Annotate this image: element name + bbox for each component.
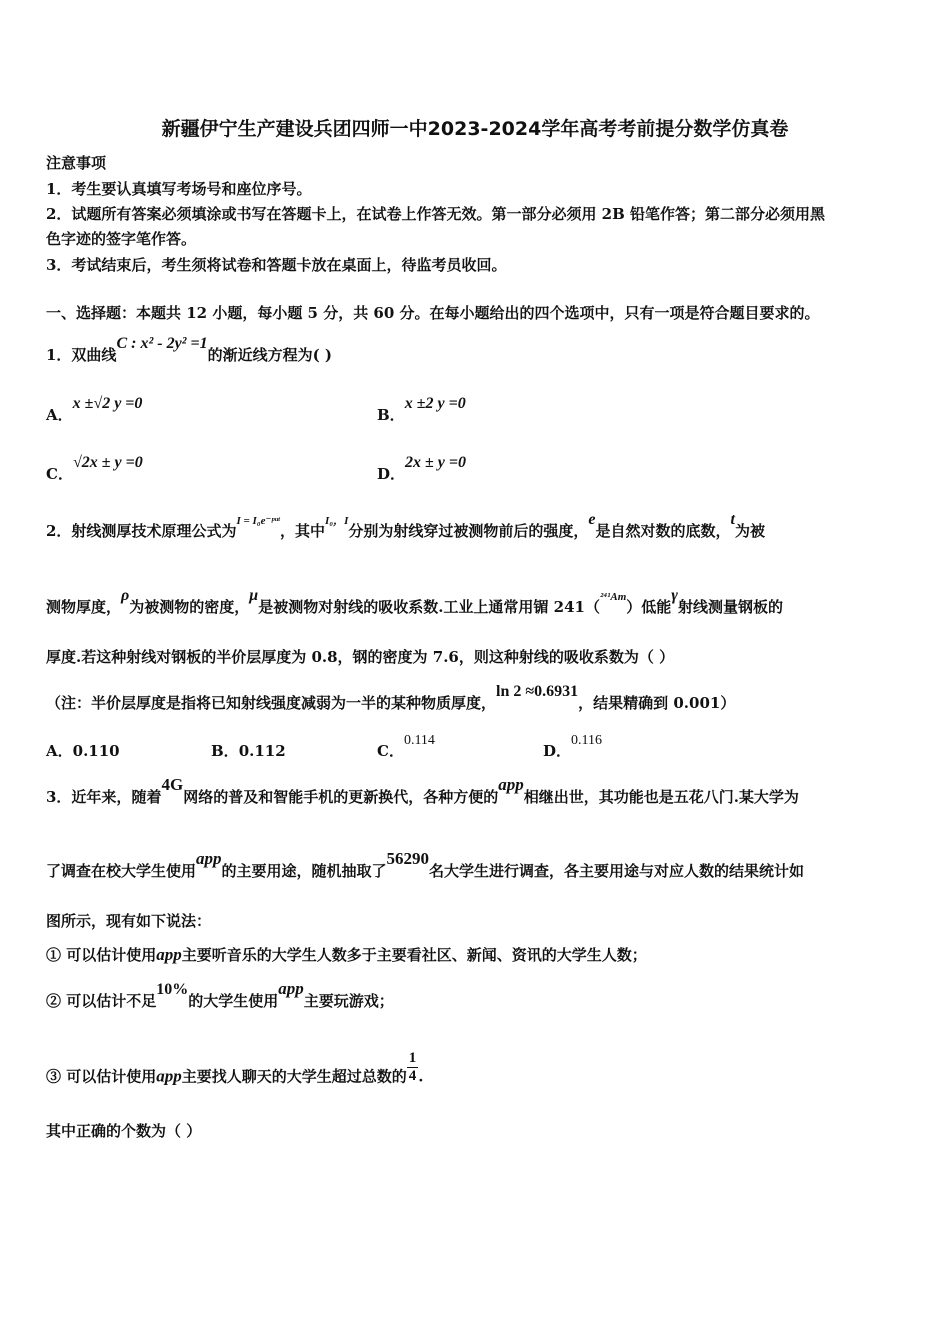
math-number: 56290 (386, 849, 430, 868)
text: 是自然对数的底数， (595, 522, 731, 540)
option-label: A． (46, 742, 73, 760)
text: ，结果精确到 0.001） (578, 694, 736, 712)
q2-option-c[interactable] (377, 733, 435, 761)
section-heading: 一、选择题：本题共 12 小题，每小题 5 分，共 60 分。在每小题给出的四个选项中，只有一项是符合题目要求的。 (46, 304, 820, 322)
q1-formula: C : x² - 2y² =1 (116, 335, 208, 352)
text: 相继出世，其功能也是五花八门.某大学为 (523, 788, 799, 806)
question-3-line-1 (46, 775, 799, 807)
q2-vars: I₀，I (325, 515, 349, 527)
math-app: app (196, 849, 222, 868)
text: ，其中 (279, 522, 325, 540)
notice-item: 2．试题所有答案必须填涂或书写在答题卡上，在试卷上作答无效。第一部分必须用 2B 铅笔作答；第二部分必须用黑 (46, 205, 826, 223)
text: （注：半价层厚度是指将已知射线强度减弱为一半的某种物质厚度， (46, 694, 497, 712)
question-2-line-2 (46, 587, 783, 617)
question-1 (46, 335, 332, 365)
q2-option-d[interactable] (543, 733, 602, 761)
option-label: B． (377, 406, 405, 424)
option-math: 2x ± y =0 (405, 454, 467, 471)
statement-3 (46, 1050, 424, 1095)
option-math: x ±2 y =0 (404, 395, 466, 412)
question-2-line-3: 厚度.若这种射线对钢板的半价层厚度为 0.8，钢的密度为 7.6，则这种射线的吸收系数为（ ） (46, 648, 675, 666)
notice-heading: 注意事项 (46, 154, 107, 172)
text: 名大学生进行调查，各主要用途与对应人数的结果统计如 (429, 862, 805, 880)
text: 分别为射线穿过被测物前后的强度， (348, 522, 589, 540)
text: 为被测物的密度， (129, 598, 250, 616)
q1-option-c[interactable] (46, 454, 143, 484)
fraction-denominator: 4 (408, 1068, 417, 1084)
text: 主要找人聊天的大学生超过总数的 (181, 1067, 407, 1086)
question-3-line-3: 图所示，现有如下说法： (46, 912, 212, 930)
text: ）低能 (626, 598, 672, 616)
q1-option-d[interactable] (377, 454, 467, 484)
q2-formula: I = I₀e⁻ᵖᵘᵗ (236, 515, 280, 527)
option-label: B． (211, 742, 239, 760)
notice-item: 3．考试结束后，考生须将试卷和答题卡放在桌面上，待监考员收回。 (46, 256, 507, 274)
var-t: t (730, 511, 735, 528)
text: 射线测量钢板的 (677, 598, 783, 616)
var-gamma: γ (671, 587, 678, 604)
option-value: 0.110 (72, 742, 120, 760)
option-label: A． (46, 406, 73, 424)
text: 的主要用途，随机抽取了 (221, 862, 387, 880)
text: 了调查在校大学生使用 (46, 862, 197, 880)
var-rho: ρ (121, 587, 130, 604)
text: 的大学生使用 (188, 992, 279, 1010)
statement-1 (46, 944, 647, 965)
option-label: D． (543, 742, 572, 760)
statement-2 (46, 979, 394, 1011)
text: ③ 可以估计使用 (46, 1067, 157, 1086)
option-value: 0.114 (403, 733, 435, 748)
text: 测物厚度， (46, 598, 122, 616)
text: 主要玩游戏； (303, 992, 394, 1010)
text: ① 可以估计使用 (46, 946, 157, 964)
q1-option-b[interactable] (377, 395, 466, 425)
q2-option-a[interactable] (46, 740, 120, 761)
text: 是被测物对射线的吸收系数.工业上通常用镅 241（ (258, 598, 600, 616)
text: . (418, 1067, 424, 1086)
option-label: C． (377, 742, 404, 760)
text: 网络的普及和智能手机的更新换代，各种方便的 (183, 788, 499, 806)
q1-prefix: 1．双曲线 (46, 346, 117, 364)
math-4g: 4G (161, 775, 184, 794)
var-mu: μ (249, 587, 259, 604)
fraction-numerator: 1 (408, 1050, 417, 1066)
math-app: app (278, 979, 304, 998)
notice-item: 1．考生要认真填写考场号和座位序号。 (46, 180, 312, 198)
text: 3．近年来，随着 (46, 788, 162, 806)
notice-item: 色字迹的签字笔作答。 (46, 230, 197, 248)
page-title: 新疆伊宁生产建设兵团四师一中2023-2024学年高考考前提分数学仿真卷 (161, 118, 789, 140)
option-value: 0.112 (238, 742, 286, 760)
question-2-line-1 (46, 511, 766, 541)
fraction-one-quarter (407, 1050, 419, 1085)
text: ② 可以估计不足 (46, 992, 157, 1010)
question-3-line-2 (46, 849, 805, 881)
option-math: √2x ± y =0 (72, 454, 143, 471)
text: 为被 (735, 522, 766, 540)
var-e: e (588, 511, 596, 528)
q1-suffix: 的渐近线方程为( ) (207, 346, 332, 364)
option-label: C． (46, 465, 73, 483)
question-3-prompt: 其中正确的个数为（ ） (46, 1122, 202, 1140)
math-percent: 10% (156, 981, 189, 998)
q1-option-a[interactable] (46, 395, 143, 425)
option-math: x ±√2 y =0 (72, 395, 143, 412)
option-label: D． (377, 465, 406, 483)
option-value: 0.116 (571, 733, 602, 748)
q2-note-math: ln 2 ≈0.6931 (496, 683, 579, 700)
math-app: app (156, 945, 182, 964)
math-app: app (498, 775, 524, 794)
text: 主要听音乐的大学生人数多于主要看社区、新闻、资讯的大学生人数； (181, 946, 647, 964)
question-2-note (46, 683, 736, 713)
q2-option-b[interactable] (211, 740, 286, 761)
math-app: app (156, 1066, 182, 1086)
text: 2．射线测厚技术原理公式为 (46, 522, 237, 540)
isotope: ²⁴¹Am (599, 591, 627, 603)
